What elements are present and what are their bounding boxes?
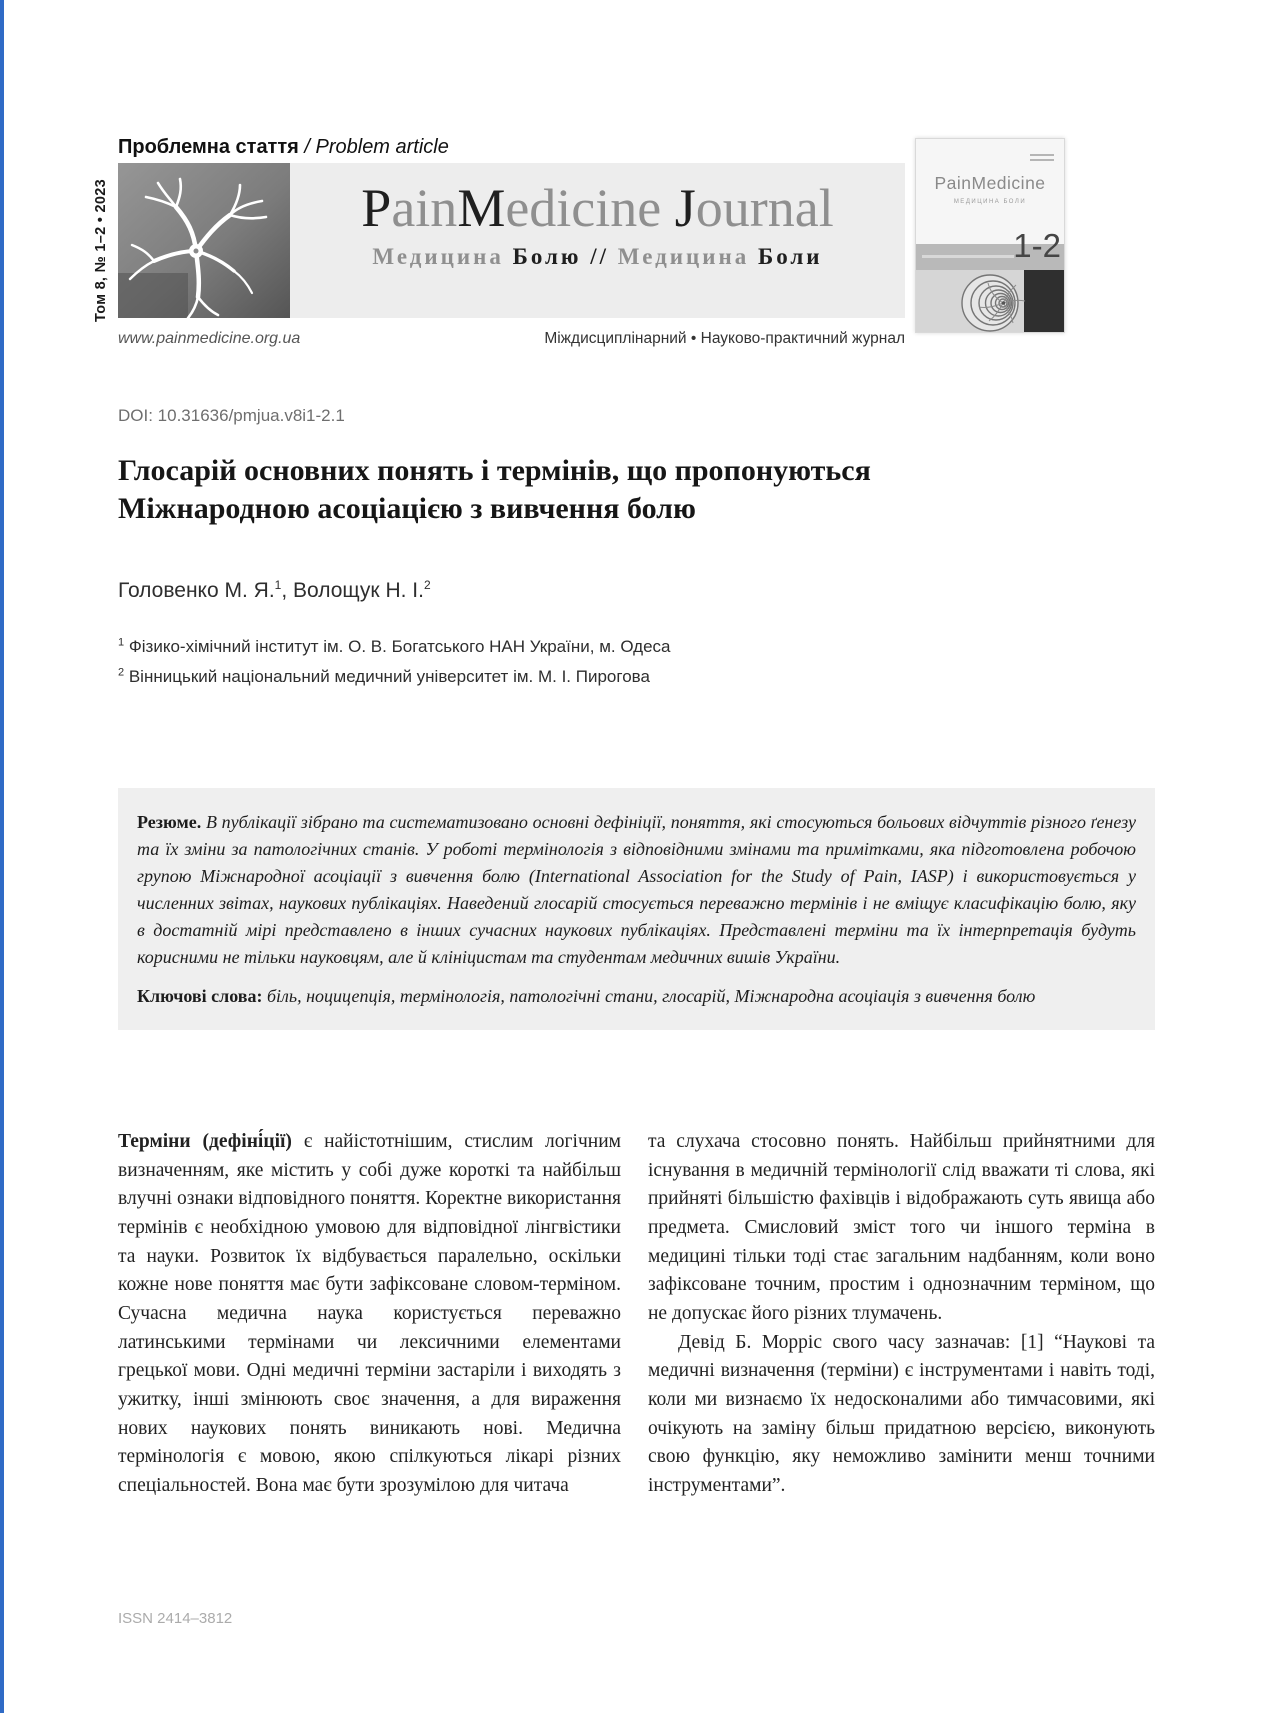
article-title-line1: Глосарій основних понять і термінів, що пропонуються: [118, 454, 871, 487]
section-label-ua: Проблемна стаття: [118, 136, 299, 158]
cover-menu-lines: [1030, 151, 1054, 164]
subtitle-boli: Боли: [749, 244, 823, 270]
subtitle-medytsyna-ua: Медицина: [372, 244, 504, 270]
cover-title: PainMedicine: [934, 173, 1046, 193]
affiliation-2: [118, 662, 671, 692]
masthead-p: P: [361, 178, 392, 238]
abstract-text: В публікації зібрано та систематизовано основні дефініції, поняття, які стосуються больових відчуттів різного ґенезу та їх зміни за патологічних станів. У роботі термінологія з відповідними змінами та примітками, яка підготовлена робочою групою Міжнародної асоціації з вивчення болю (International Association for the Study of Pain, IASP) і використовується у численних звітах, наукових публікаціях. Наведений глосарій стосується переважно термінів і не вміщує класифікацію болю, яку в достатній мірі представлено в інших сучасних наукових публікаціях. Представлені терміни та їх інтерпретація будуть корисними не тільки науковцям, але й клініцистам та студентам медичних вишів України.: [137, 812, 1136, 967]
body-paragraph-1-continued: та слухача стосовно понять. Найбільш прийнятними для існування в медичній термінології слід вважати ті слова, які прийняті більшістю фахівців і відображають суть явища або предмета. Смисловий зміст того чи іншого терміна в медицині тільки тоді стає загальним надбанням, коли воно зафіксоване точним, простим і однозначним терміном, що не допускає його різних тлумачень.: [648, 1131, 1155, 1324]
body-column-right: [648, 1128, 1155, 1501]
masthead-band: [290, 163, 905, 318]
author-2-affiliation-mark: 2: [423, 578, 431, 592]
subtitle-medytsyna-ru: Медицина: [617, 244, 750, 270]
affiliation-2-text: Вінницький національний медичний університет ім. М. І. Пирогова: [124, 666, 650, 686]
affiliation-1-text: Фізико-хімічний інститут ім. О. В. Богатського НАН України, м. Одеса: [124, 637, 671, 656]
body-column-left: [118, 1128, 621, 1501]
masthead-j: J: [661, 178, 696, 238]
affiliations: [118, 632, 671, 692]
author-2: Волощук Н. І.: [293, 579, 424, 602]
neuron-image: [118, 163, 290, 318]
keywords-paragraph: [137, 983, 1136, 1010]
masthead-edicine: edicine: [505, 178, 662, 238]
nautilus-image: [916, 270, 1064, 332]
authors-separator: ,: [281, 579, 294, 602]
left-accent-bar: [0, 0, 4, 1713]
affiliation-1: [118, 632, 671, 662]
affiliation-2-mark: 2: [118, 666, 125, 679]
subtitle-bolyu: Болю: [503, 244, 582, 270]
journal-masthead-title: [290, 179, 905, 238]
article-title-line2: Міжнародною асоціацією з вивчення болю: [118, 492, 696, 526]
doi: DOI: 10.31636/pmjua.v8i1-2.1: [118, 406, 345, 425]
section-label: [118, 136, 449, 159]
author-1: Головенко М. Я.: [118, 579, 275, 602]
journal-cover-thumbnail: [915, 138, 1065, 333]
journal-website: www.painmedicine.org.ua: [118, 330, 301, 347]
body-paragraph-2: Девід Б. Морріс свого часу зазначав: [1] “Наукові та медичні визначення (терміни) є інструментами і навіть тоді, коли ми визнаємо їх недосконалими або тимчасовими, які очікують на заміну більш придатною версією, виконують свою функцію, яку неможливо замінити менш точними інструментами”.: [648, 1331, 1155, 1496]
journal-type-label: Міждисциплінарний • Науково-практичний журнал: [544, 330, 905, 347]
masthead-m: M: [457, 178, 506, 238]
keywords-label: Ключові слова:: [137, 986, 263, 1006]
body-lead-term: Терміни (дефіні́ції): [118, 1131, 292, 1152]
body-paragraph-1: [118, 1128, 621, 1501]
subtitle-separator: //: [581, 244, 618, 270]
affiliation-1-mark: 1: [118, 636, 125, 649]
masthead-ournal: ournal: [695, 178, 834, 238]
article-title: [118, 452, 1098, 529]
issn: ISSN 2414–3812: [118, 1610, 233, 1627]
cover-subtitle: МЕДИЦИНА БОЛИ: [953, 199, 1027, 205]
keywords-text: біль, ноцицепція, термінологія, патологічні стани, глосарій, Міжнародна асоціація з вивчення болю: [262, 986, 1036, 1006]
author-1-affiliation-mark: 1: [274, 578, 282, 592]
authors-line: [118, 578, 431, 603]
journal-masthead-subtitle: [290, 244, 905, 270]
body-paragraph-1-text: є найістотнішим, стислим логічним визначенням, яке містить у собі дуже короткі та найбільш влучні ознаки відповідного поняття. Коректне використання термінів є необхідною умовою для відповідної лінгвістики та науки. Розвиток їх відбувається паралельно, оскільки кожне нове поняття має бути зафіксоване словом-терміном. Сучасна медична наука користується переважно латинськими термінами чи лексичними елементами грецької мови. Одні медичні терміни застаріли і виходять з ужитку, інші змінюють своє значення, а для вираження нових наукових понять виникають нові. Медична термінологія є мовою, якою спілкуються лікарі різних спеціальностей. Вона має бути зрозумілою для читача: [118, 1131, 621, 1496]
volume-label: Том 8, № 1–2 • 2023: [93, 179, 109, 322]
abstract-label: Резюме.: [137, 812, 202, 832]
abstract-paragraph: [137, 809, 1136, 971]
abstract-box: [118, 788, 1155, 1030]
masthead-ain: ain: [391, 178, 458, 238]
section-label-en: / Problem article: [298, 136, 449, 158]
cover-issue-number: 1-2: [1013, 227, 1061, 264]
